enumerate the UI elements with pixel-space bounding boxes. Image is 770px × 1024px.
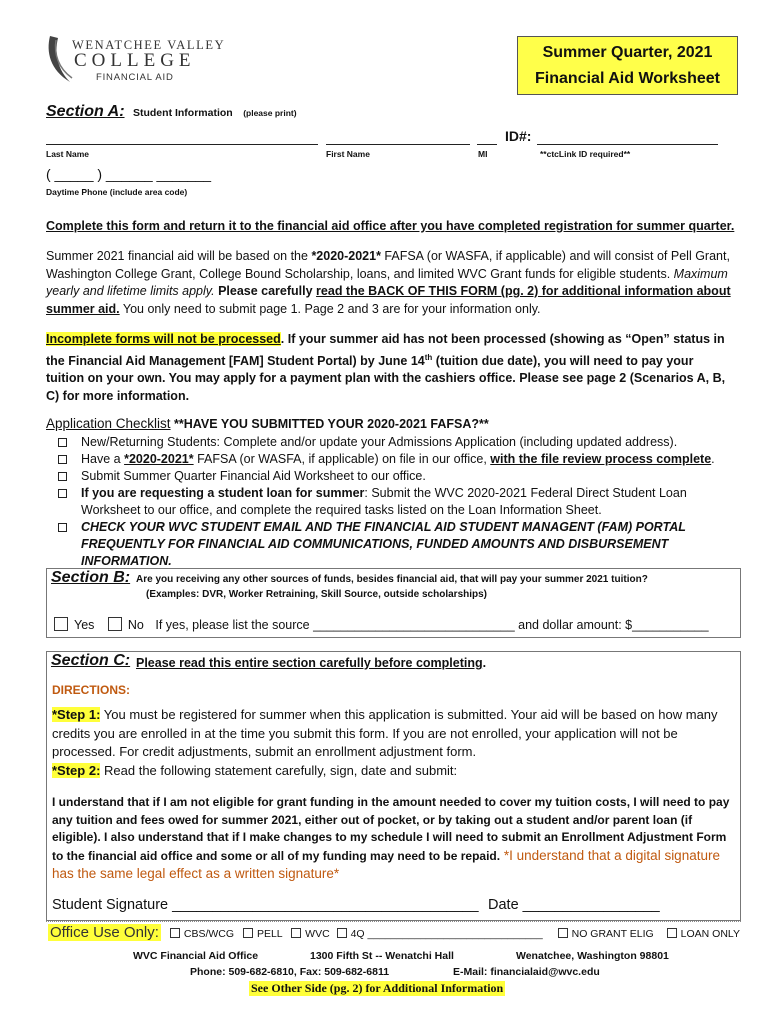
directions-label: DIRECTIONS:: [52, 683, 130, 697]
intro-paragraph-2: [46, 331, 734, 405]
no-checkbox[interactable]: [108, 617, 122, 631]
title-line-2: Financial Aid Worksheet: [535, 70, 720, 87]
section-b-question: Are you receiving any other sources of funds, besides financial aid, that will pay your summer 2021 tuition?: [136, 574, 648, 585]
section-c-heading-text: Please read this entire section carefully before completing: [136, 656, 483, 670]
footer-email: E-Mail: financialaid@wvc.edu: [453, 966, 600, 978]
checklist-title: Application Checklist: [46, 416, 171, 431]
4q-label: 4Q ______________________________: [350, 928, 543, 940]
p2-sup: th: [424, 352, 433, 362]
step-2-text: Read the following statement carefully, sign, date and submit:: [100, 762, 458, 778]
p1-read-back: read the BACK OF THIS FORM (pg. 2) for additional information about summer aid.: [46, 284, 731, 316]
section-a-label: Section A:: [46, 103, 125, 120]
section-c-label: Section C:: [51, 652, 131, 669]
statement-text: I understand that if I am not eligible for grant funding in the amount needed to cover my tuition costs, I will need to pay any tuition and fees owed for summer 2021, either out of pocket, or by taking out a student and/or parent loan (if eligible). I also understand that if I make changes to my schedule I will need to submit an Enrollment Adjustment Form to the financial aid office and some or all of my funding may need to be repaid.: [52, 795, 730, 863]
ctclink-id-field[interactable]: [537, 131, 718, 145]
wvc-checkbox[interactable]: [291, 928, 301, 938]
p1-text-c: FAFSA (or WASFA, if applicable) and will consist of Pell Grant, Washington College Grant, College Bound Scholarship, loans, and limited WVC Grant funds for eligible students.: [46, 249, 730, 281]
section-c-header: [51, 652, 130, 670]
wvc-label: WVC: [305, 928, 330, 940]
cbs-wcg-label: CBS/WCG: [183, 928, 235, 940]
section-b-label: Section B:: [51, 569, 131, 586]
signature-field[interactable]: Student Signature ______________________________________: [52, 897, 479, 913]
step-1-text: You must be registered for summer when this application is submitted. Your aid will be based on how many credits you are enrolled in at the time you submit this form. If you are not enrolled, your application will not be processed. For credit adjustments, submit an enrollment adjustment form.: [52, 707, 718, 759]
footer-phone: Phone: 509-682-6810, Fax: 509-682-6811: [190, 966, 390, 978]
p1-limits: Maximum yearly and lifetime limits apply.: [46, 266, 728, 298]
section-a-header: [46, 103, 297, 121]
section-c-heading: [136, 656, 486, 670]
id-label: ID#:: [505, 128, 532, 144]
see-other-side-note: See Other Side (pg. 2) for Additional Information: [251, 981, 504, 995]
logo-line-1: WENATCHEE VALLEY: [72, 38, 226, 52]
title-box: [517, 36, 738, 95]
logo-line-3: FINANCIAL AID: [96, 72, 174, 83]
intro-paragraph-1: [46, 248, 734, 318]
checklist-item: [58, 468, 738, 485]
step-1: [52, 706, 738, 762]
step-2: [52, 762, 738, 781]
checklist-box-icon: [58, 523, 67, 532]
item4-a: If you are requesting a student loan for summer: [81, 486, 365, 500]
office-divider: [46, 921, 741, 922]
p1-text-a: Summer 2021 financial aid will be based on the: [46, 249, 312, 263]
item2-d: with the file review process complete: [490, 452, 712, 466]
section-b-header: [51, 569, 130, 587]
checklist-item-5-text: CHECK YOUR WVC STUDENT EMAIL AND THE FINANCIAL AID STUDENT MANAGENT (FAM) PORTAL FREQUENTLY FOR FINANCIAL AID COMMUNICATIONS, FUNDED AMOUNTS AND DISBURSEMENT INFORMATION.: [81, 520, 686, 568]
checklist-box-icon: [58, 472, 67, 481]
loan-only-checkbox[interactable]: [667, 928, 677, 938]
checklist-box-icon: [58, 438, 67, 447]
item2-a: Have a: [81, 452, 125, 466]
p2-text-c: (tuition due date), you will need to pay your tuition on your own. You may apply for a payment plan with the cashiers office. Please see page 2 (Scenarios A, B, C) for more information.: [46, 353, 726, 403]
office-use-label: Office Use Only:: [50, 924, 159, 941]
item2-c: FAFSA (or WASFA, if applicable) on file in our office,: [193, 452, 491, 466]
checklist-item: [58, 519, 738, 570]
intro-instruction: Complete this form and return it to the financial aid office after you have completed registration for summer quarter.: [46, 219, 735, 233]
college-logo: [44, 34, 226, 86]
pell-label: PELL: [256, 928, 283, 940]
date-field[interactable]: Date _________________: [488, 897, 660, 913]
4q-checkbox[interactable]: [337, 928, 347, 938]
ctclink-label: **ctcLink ID required**: [540, 149, 631, 159]
p2-text-b: . If your summer aid has not been processed (showing as “Open” status in the Financial Aid Management [FAM] Student Portal) by June 14: [46, 332, 725, 368]
office-use-row: [48, 924, 741, 941]
footer-office-name: WVC Financial Aid Office: [133, 950, 259, 962]
logo-swoosh-icon: [44, 34, 74, 84]
first-name-field[interactable]: [326, 131, 470, 145]
item2-e: .: [711, 452, 715, 466]
title-line-1: Summer Quarter, 2021: [542, 44, 713, 61]
step-1-tag: *Step 1:: [52, 707, 101, 722]
p1-text-g: You only need to submit page 1. Page 2 and 3 are for your information only.: [119, 301, 541, 316]
checklist: [58, 434, 738, 570]
yes-label: Yes: [74, 618, 95, 632]
item4-b: : Submit the WVC 2020-2021 Federal Direct Student Loan Worksheet to our office, and complete the required tasks listed on the Loan Information Sheet.: [81, 486, 687, 517]
last-name-label: Last Name: [46, 149, 89, 159]
p1-text-e: Please carefully: [214, 284, 317, 298]
item2-b: *2020-2021*: [124, 452, 194, 466]
cbs-wcg-checkbox[interactable]: [170, 928, 180, 938]
checklist-box-icon: [58, 489, 67, 498]
section-c-heading-end: .: [482, 656, 487, 670]
checklist-item: [58, 451, 738, 468]
yes-checkbox[interactable]: [54, 617, 68, 631]
mi-label: MI: [478, 149, 488, 159]
source-and-amount-field[interactable]: If yes, please list the source _____________________________ and dollar amount: $___________: [155, 618, 709, 632]
checklist-header: [46, 416, 489, 431]
logo-line-2: COLLEGE: [74, 50, 196, 71]
section-a-heading: Student Information: [132, 107, 233, 119]
checklist-item-3-text: Submit Summer Quarter Financial Aid Worksheet to our office.: [81, 469, 426, 483]
section-b-examples: (Examples: DVR, Worker Retraining, Skill Source, outside scholarships): [146, 589, 488, 600]
checklist-item: [58, 485, 738, 519]
pell-checkbox[interactable]: [243, 928, 253, 938]
checklist-item: [58, 434, 738, 451]
footer-city: Wenatchee, Washington 98801: [516, 950, 669, 962]
checklist-title-note: **HAVE YOU SUBMITTED YOUR 2020-2021 FAFSA?**: [170, 417, 489, 431]
steps: [52, 706, 738, 780]
no-grant-checkbox[interactable]: [558, 928, 568, 938]
checklist-box-icon: [58, 455, 67, 464]
p2-incomplete-warning: Incomplete forms will not be processed: [46, 332, 281, 346]
checklist-item-1-text: New/Returning Students: Complete and/or update your Admissions Application (including updated address).: [81, 435, 678, 449]
phone-field[interactable]: ( _____ ) ______ _______: [46, 166, 212, 182]
last-name-field[interactable]: [46, 131, 318, 145]
step-2-tag: *Step 2:: [52, 762, 101, 778]
acknowledgement-statement: [52, 794, 738, 884]
no-grant-label: NO GRANT ELIG: [571, 928, 654, 940]
mi-field[interactable]: [477, 131, 497, 145]
loan-only-label: LOAN ONLY: [680, 928, 740, 940]
no-label: No: [127, 618, 144, 632]
section-a-heading-note: (please print): [243, 108, 297, 118]
digital-signature-note: *I understand that a digital signature has the same legal effect as a written signature*: [52, 847, 720, 881]
first-name-label: First Name: [326, 149, 370, 159]
p1-fafsa-year: *2020-2021*: [311, 249, 381, 263]
phone-label: Daytime Phone (include area code): [46, 187, 188, 197]
footer-address: 1300 Fifth St -- Wenatchi Hall: [310, 950, 454, 962]
section-b-answer-row: [54, 617, 709, 632]
